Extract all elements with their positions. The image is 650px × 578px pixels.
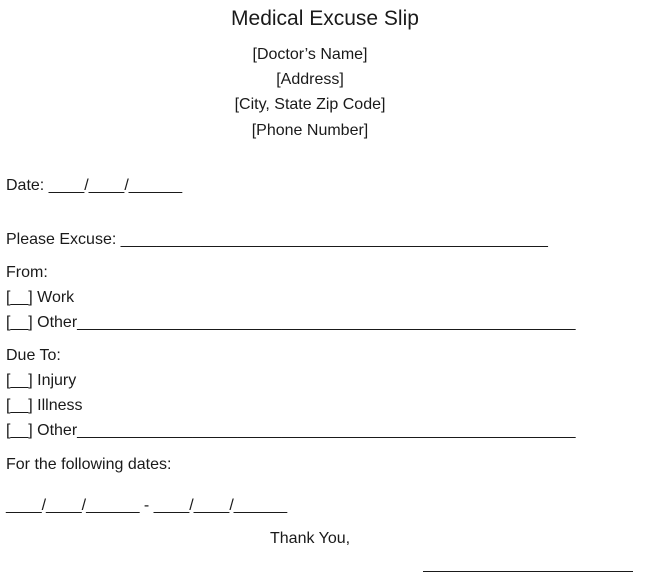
following-dates-label: For the following dates: xyxy=(6,456,172,473)
due-other-checkbox: [__] Other________________________________________________________ xyxy=(6,422,576,439)
signature-line xyxy=(423,571,633,572)
from-other-checkbox: [__] Other________________________________________________________ xyxy=(6,314,576,331)
slip-title: Medical Excuse Slip xyxy=(231,7,419,30)
please-excuse-line: Please Excuse: ________________________________________________ xyxy=(6,231,548,248)
city-state-zip-placeholder: [City, State Zip Code] xyxy=(234,96,386,113)
address-placeholder: [Address] xyxy=(276,71,344,88)
dates-range-line: ____/____/______ - ____/____/______ xyxy=(6,497,288,514)
due-illness-checkbox: [__] Illness xyxy=(6,397,83,414)
from-label: From: xyxy=(6,264,48,281)
date-line: Date: ____/____/______ xyxy=(6,177,183,194)
due-to-label: Due To: xyxy=(6,347,61,364)
phone-number-placeholder: [Phone Number] xyxy=(251,122,369,139)
doctor-name-placeholder: [Doctor’s Name] xyxy=(252,46,368,63)
thank-you-text: Thank You, xyxy=(270,530,351,547)
from-work-checkbox: [__] Work xyxy=(6,289,75,306)
due-injury-checkbox: [__] Injury xyxy=(6,372,77,389)
